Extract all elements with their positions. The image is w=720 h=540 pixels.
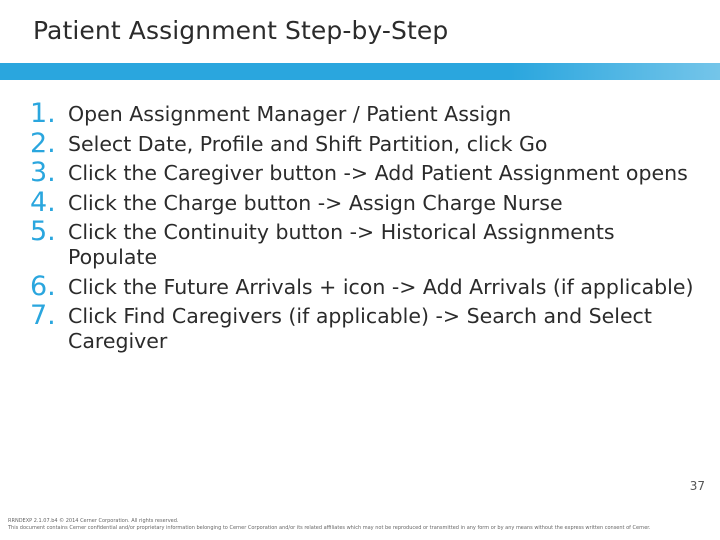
step-number: 2. xyxy=(30,127,56,159)
step-number: 3. xyxy=(30,157,56,188)
step-text: Select Date, Profile and Shift Partition, click Go xyxy=(68,131,548,156)
step-item xyxy=(30,157,710,188)
page-number: 37 xyxy=(689,479,705,493)
step-item xyxy=(30,216,710,270)
steps-list xyxy=(30,98,710,359)
step-item xyxy=(30,300,710,354)
step-text: Open Assignment Manager / Patient Assign xyxy=(68,102,512,126)
step-number: 7. xyxy=(30,300,56,331)
step-text: Click Find Caregivers (if applicable) -> Search and Select Caregiver xyxy=(68,304,652,353)
step-number: 5. xyxy=(30,216,56,247)
footer-copyright: RRNDEXP 2.1.07.b4 © 2014 Cerner Corporation. All rights reserved. xyxy=(8,518,179,524)
step-item xyxy=(30,127,710,159)
step-number: 1. xyxy=(30,98,56,129)
step-item xyxy=(30,98,710,129)
step-text: Click the Charge button -> Assign Charge Nurse xyxy=(68,190,563,215)
accent-bar-highlight xyxy=(510,63,720,80)
title-accent-bar xyxy=(0,63,720,80)
step-number: 4. xyxy=(30,186,56,218)
step-item xyxy=(30,186,710,218)
footer-disclaimer: This document contains Cerner confidential and/or proprietary information belonging to Cerner Corporation and/or its related affiliates which may not be reproduced or transmitted in any form or by any means without the express written consent of Cerner. xyxy=(8,525,651,531)
step-number: 6. xyxy=(30,270,56,302)
step-item xyxy=(30,270,710,302)
step-text: Click the Continuity button -> Historical Assignments Populate xyxy=(68,220,615,269)
step-text: Click the Caregiver button -> Add Patient Assignment opens xyxy=(68,161,688,185)
step-text: Click the Future Arrivals + icon -> Add Arrivals (if applicable) xyxy=(68,274,694,299)
slide-title: Patient Assignment Step-by-Step xyxy=(33,16,449,45)
footer xyxy=(8,518,698,532)
